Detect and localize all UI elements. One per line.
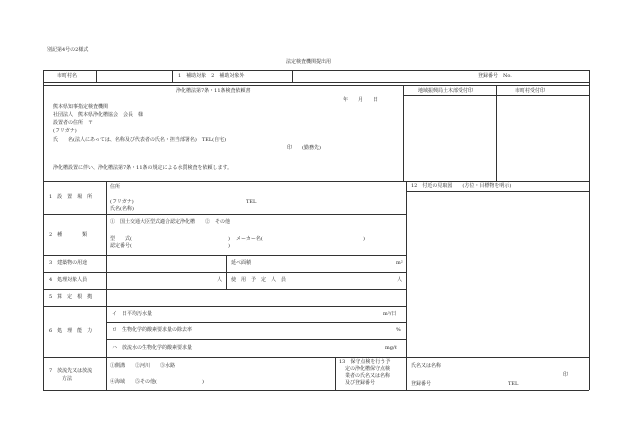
section-13-label-4: 及び登録番号 (345, 380, 376, 386)
addressee-1: 熊本県知事指定検査機関 (53, 104, 109, 110)
addressee-2: 社団法人 熊本県浄化槽協会 会長 様 (53, 112, 144, 118)
divider (43, 255, 406, 256)
section-13-tel: TEL (508, 381, 519, 387)
request-top (43, 85, 589, 86)
top-row-bottom (43, 82, 589, 83)
request-date: 年 月 日 (343, 97, 379, 103)
section-2-model-close: ) (228, 236, 230, 242)
subsidy-options: 1 補助対象 2 補助対象外 (178, 73, 245, 79)
section-1-furigana: (フリガナ) (110, 199, 134, 205)
section-13-name: 氏名又は名称 (411, 363, 442, 369)
request-statement: 浄化槽設置に伴い、浄化槽法第7条・11条の規定による水質検査を依頼します。 (53, 165, 233, 171)
installer-address-label: 設置者の住所 〒 (53, 120, 94, 126)
section-6-ha: ハ 放流水の生物化学的酸素要求量 (112, 345, 193, 351)
request-heading: 浄化槽法第7条・11条検査依頼書 (176, 88, 251, 94)
section-4-unit: 人 (217, 277, 223, 283)
section-5-label: 5 算 定 根 拠 (49, 294, 93, 300)
divider (292, 70, 293, 82)
regional-office-receipt: 地域振興局土木部受付印 (418, 88, 474, 94)
section-13-label-1: 13 保守点検を行う予 (339, 359, 391, 365)
form-number: 別記第4号の2様式 (47, 47, 89, 53)
frame-top (43, 70, 589, 71)
section-3-label: 3 建築物の用途 (49, 260, 88, 266)
installer-furigana: (フリガナ) (53, 128, 77, 134)
divider (43, 357, 589, 358)
section-7-label-1: 7 放流先又は放流 (49, 368, 93, 374)
section-4-label: 4 処理対象人員 (49, 277, 88, 283)
section-6-i: イ 日平均汚水量 (112, 311, 153, 317)
section-6-label: 6 処 理 能 力 (49, 328, 93, 334)
section-3-area-unit: m² (396, 260, 403, 266)
section-2-cert-close: ) (228, 243, 230, 249)
section-13-seal: 印 (563, 372, 569, 378)
section-1-tel: TEL (246, 199, 257, 205)
divider (43, 181, 589, 182)
section-2-label: 2 種 類 (49, 232, 88, 238)
section-2-cert: 認定番号( (110, 243, 132, 249)
registration-number-label: 登録番号 No. (478, 73, 512, 79)
installer-seal-line: 印 (勤務先) (287, 145, 321, 151)
section-2-model: 型 式( (110, 236, 132, 242)
divider (43, 214, 406, 215)
divider (403, 95, 589, 96)
divider (43, 272, 406, 273)
municipal-office-receipt: 市町村受付印 (515, 88, 546, 94)
section-6-ro: ロ 生物化学的酸素要求量の除去率 (112, 327, 193, 333)
section-7-label-2: 方法 (57, 376, 73, 382)
divider (172, 70, 173, 82)
section-2-maker: メーカー名( (236, 236, 263, 242)
frame-right (589, 70, 590, 390)
divider (106, 339, 406, 340)
divider (403, 85, 404, 181)
section-4-planned-unit: 人 (397, 277, 403, 283)
section-6-ha-unit: mg/ℓ (385, 345, 398, 351)
section-2-options: ① 国土交通大臣型式適合認定浄化槽 ② その他 (110, 219, 231, 225)
section-2-maker-close: ) (363, 236, 365, 242)
frame-bottom (43, 390, 589, 391)
municipality-label: 市町村名 (57, 73, 78, 79)
section-1-label: 1 設 置 場 所 (49, 194, 93, 200)
section-7-options-1: ①側溝 ②河川 ③水路 (110, 363, 176, 369)
installer-name-line: 氏 名(法人にあっては、名称及び代表者の氏名・担当部署名) TEL(自宅) (53, 137, 227, 143)
section-12-label: 12 付近の見取図 (方位・目標物を明示) (411, 183, 512, 189)
frame-left (43, 70, 44, 390)
section-1-address: 住所 (110, 184, 121, 190)
divider (406, 191, 589, 192)
divider (43, 306, 406, 307)
section-1-name: 氏名(名称) (110, 206, 134, 212)
divider (406, 181, 407, 390)
divider (106, 322, 406, 323)
section-13-label-2: 定の浄化槽保守点検 (345, 366, 391, 372)
divider (106, 181, 107, 390)
section-13-label-3: 業者の氏名又は名称 (345, 373, 391, 379)
section-4-planned-label: 使 用 予 定 人 員 (231, 277, 287, 283)
divider (43, 289, 406, 290)
divider (226, 255, 227, 289)
section-6-i-unit: m³/日 (383, 311, 397, 317)
divider (335, 357, 336, 390)
divider (496, 85, 497, 181)
form-title: 法定検査機関提出用 (286, 59, 332, 65)
divider (96, 70, 97, 82)
section-7-options-2: ④海域 ⑤その他( ) (110, 379, 204, 385)
section-3-area-label: 延べ面積 (231, 260, 252, 266)
section-13-registration: 登録番号 (411, 381, 432, 387)
section-6-ro-unit: % (396, 327, 401, 333)
